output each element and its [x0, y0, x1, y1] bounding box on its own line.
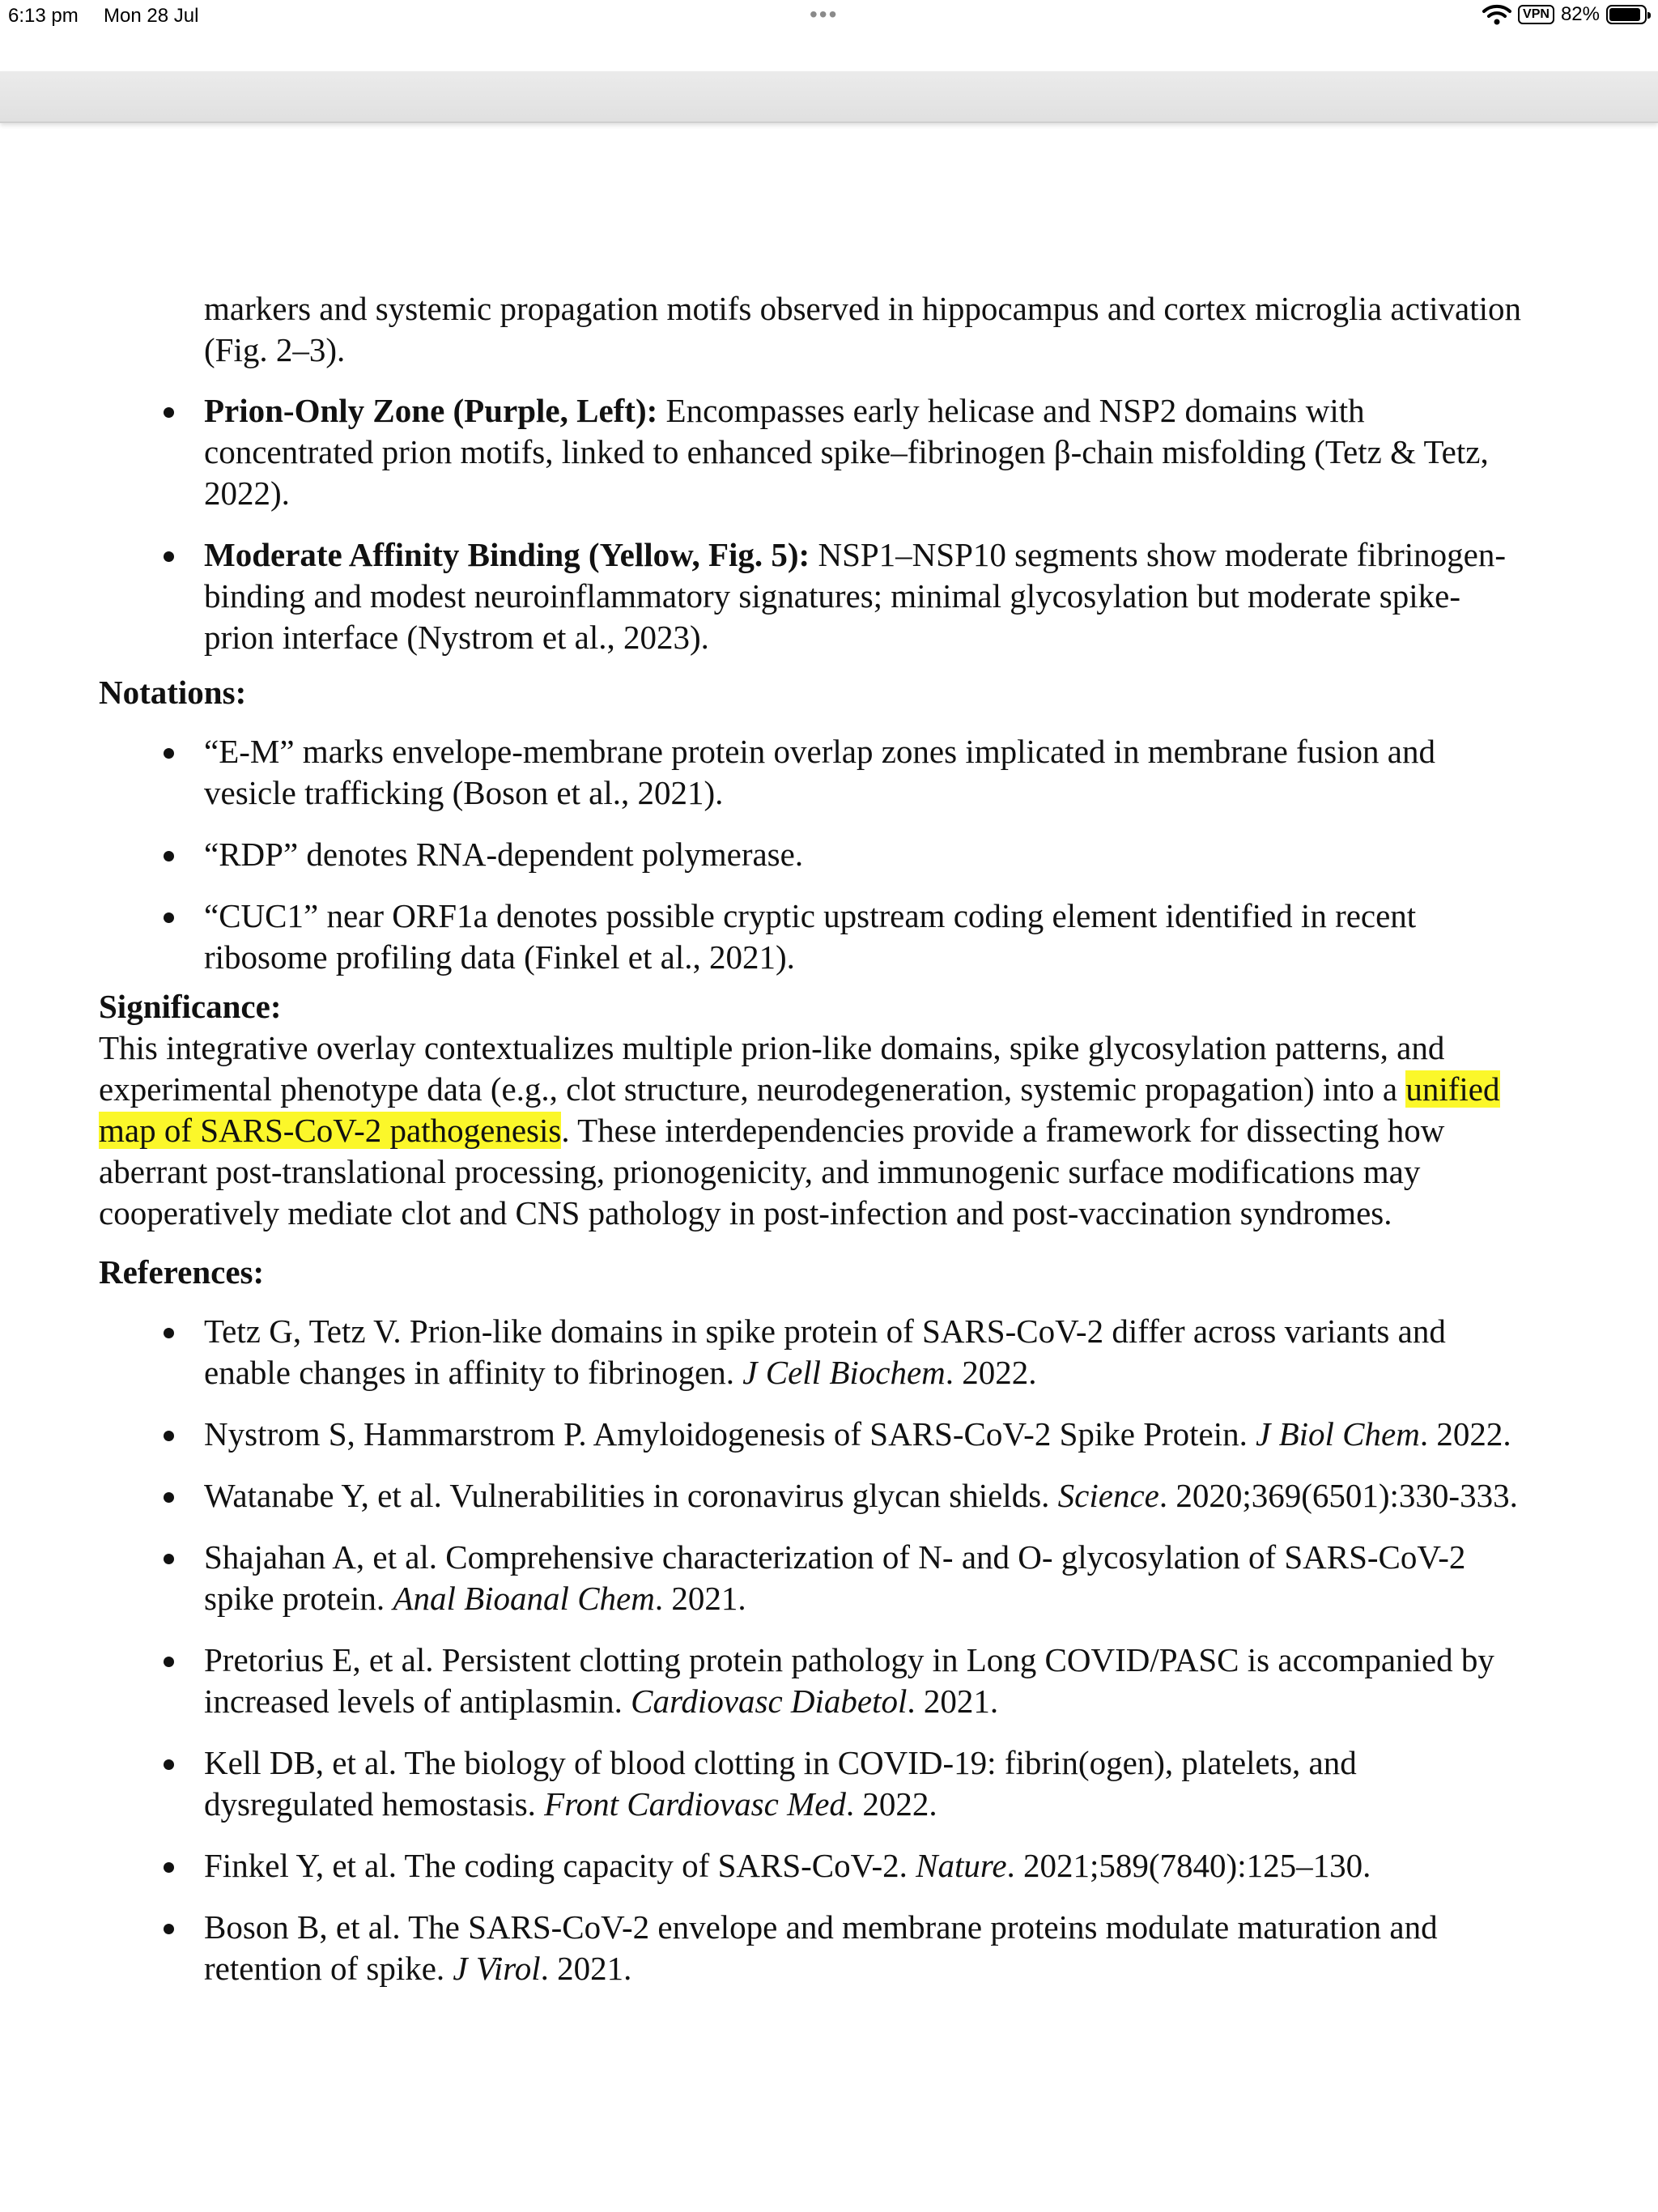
- reference-journal: Front Cardiovasc Med: [544, 1785, 846, 1823]
- reference-text: Nystrom S, Hammarstrom P. Amyloidogenesis of SARS-CoV-2 Spike Protein.: [204, 1415, 1256, 1453]
- significance-text: . These interdependencies provide a framework for dissecting how aberrant post-translational processing, prionogenicity, and immunogenic surface modifications may cooperatively mediate clot and CNS pathology in post-infection and post-vaccination syndromes.: [99, 1112, 1445, 1231]
- reference-text: Finkel Y, et al. The coding capacity of SARS-CoV-2.: [204, 1847, 916, 1884]
- list-item: [99, 1475, 1524, 1516]
- battery-percent: 82%: [1560, 3, 1600, 25]
- reference-text: Boson B, et al. The SARS-CoV-2 envelope and membrane proteins modulate maturation and retention of spike.: [204, 1908, 1438, 1987]
- status-time: 6:13 pm: [8, 5, 79, 27]
- bullet-icon: [164, 407, 174, 418]
- bullet-icon: [164, 1328, 174, 1338]
- zone-text: Encompasses early helicase and NSP2 domains with concentrated prion motifs, linked to enhanced spike–fibrinogen β-chain misfolding (Tetz & Tetz, 2022).: [204, 392, 1489, 512]
- list-item: [99, 895, 1524, 978]
- reference-tail: . 2021.: [540, 1950, 632, 1987]
- bullet-icon: [164, 1492, 174, 1503]
- list-item: [99, 1845, 1524, 1887]
- viewer-toolbar: [0, 71, 1658, 123]
- reference-journal: Nature: [916, 1847, 1007, 1884]
- list-item: [99, 1907, 1524, 1989]
- list-item: [99, 1742, 1524, 1825]
- reference-tail: . 2022.: [845, 1785, 937, 1823]
- reference-tail: . 2021;589(7840):125–130.: [1006, 1847, 1371, 1884]
- list-item: [99, 390, 1524, 514]
- reference-journal: Cardiovasc Diabetol: [631, 1682, 908, 1720]
- notations-list: [99, 731, 1524, 978]
- bullet-icon: [164, 1924, 174, 1934]
- list-item: [99, 534, 1524, 658]
- reference-text: Pretorius E, et al. Persistent clotting protein pathology in Long COVID/PASC is accompanied by increased levels of antiplasmin.: [204, 1641, 1494, 1720]
- reference-tail: . 2022.: [1419, 1415, 1511, 1453]
- reference-tail: . 2022.: [945, 1354, 1037, 1391]
- zone-list: [99, 390, 1524, 658]
- bullet-icon: [164, 912, 174, 923]
- references-heading: References:: [99, 1253, 265, 1291]
- list-item: [99, 1640, 1524, 1722]
- reference-journal: J Virol: [453, 1950, 541, 1987]
- reference-text: Kell DB, et al. The biology of blood clotting in COVID-19: fibrin(ogen), platelets, and dysregulated hemostasis.: [204, 1744, 1357, 1823]
- significance-text: This integrative overlay contextualizes multiple prion-like domains, spike glycosylation patterns, and experimental phenotype data (e.g., clot structure, neurodegeneration, systemic propagation) into a: [99, 1029, 1445, 1108]
- list-item: [99, 1537, 1524, 1619]
- significance-heading: Significance:: [99, 988, 282, 1025]
- zone-title: Prion-Only Zone (Purple, Left):: [204, 392, 658, 429]
- battery-fill: [1609, 8, 1640, 21]
- notation-text: “CUC1” near ORF1a denotes possible cryptic upstream coding element identified in recent ribosome profiling data (Finkel et al., 2021).: [204, 897, 1417, 976]
- vpn-badge: VPN: [1518, 5, 1554, 24]
- bullet-icon: [164, 1657, 174, 1667]
- references-list: [99, 1311, 1524, 1989]
- bullet-icon: [164, 1759, 174, 1770]
- wifi-icon: [1482, 4, 1511, 25]
- reference-tail: . 2020;369(6501):330-333.: [1158, 1477, 1518, 1514]
- bullet-icon: [164, 1862, 174, 1873]
- bullet-icon: [164, 551, 174, 562]
- reference-journal: Anal Bioanal Chem: [393, 1580, 655, 1617]
- status-date: Mon 28 Jul: [104, 5, 199, 27]
- reference-text: Shajahan A, et al. Comprehensive characterization of N- and O- glycosylation of SARS-CoV-2 spike protein.: [204, 1538, 1466, 1617]
- intro-continuation: markers and systemic propagation motifs observed in hippocampus and cortex microglia activation (Fig. 2–3).: [204, 290, 1522, 368]
- list-item: [99, 1311, 1524, 1393]
- notation-text: “RDP” denotes RNA-dependent polymerase.: [204, 836, 804, 873]
- list-item: [99, 834, 1524, 875]
- notations-heading: Notations:: [99, 674, 247, 711]
- significance-paragraph: [99, 1027, 1524, 1234]
- status-indicators: [1482, 3, 1647, 26]
- reference-text: Watanabe Y, et al. Vulnerabilities in coronavirus glycan shields.: [204, 1477, 1058, 1514]
- reference-journal: J Cell Biochem: [742, 1354, 946, 1391]
- reference-tail: . 2021.: [907, 1682, 999, 1720]
- reference-journal: J Biol Chem: [1256, 1415, 1420, 1453]
- zone-title: Moderate Affinity Binding (Yellow, Fig. 5):: [204, 536, 810, 573]
- multitasking-dots-icon[interactable]: •••: [810, 2, 839, 27]
- bullet-icon: [164, 851, 174, 861]
- bullet-icon: [164, 748, 174, 759]
- bullet-icon: [164, 1554, 174, 1564]
- list-item: [99, 1414, 1524, 1455]
- reference-tail: . 2021.: [654, 1580, 746, 1617]
- zone-text: NSP1–NSP10 segments show moderate fibrinogen-binding and modest neuroinflammatory signatures; minimal glycosylation but moderate spike-prion interface (Nystrom et al., 2023).: [204, 536, 1507, 656]
- notation-text: “E-M” marks envelope-membrane protein overlap zones implicated in membrane fusion and vesicle trafficking (Boson et al., 2021).: [204, 733, 1436, 811]
- reference-text: Tetz G, Tetz V. Prion-like domains in spike protein of SARS-CoV-2 differ across variants and enable changes in affinity to fibrinogen.: [204, 1312, 1446, 1391]
- battery-icon: [1606, 5, 1647, 24]
- document-page: [99, 288, 1524, 2010]
- reference-journal: Science: [1057, 1477, 1159, 1514]
- highlighted-text[interactable]: unified map of SARS-CoV-2 pathogenesis: [99, 1070, 1500, 1149]
- list-item: [99, 731, 1524, 814]
- bullet-icon: [164, 1431, 174, 1441]
- status-bar: [0, 0, 1658, 36]
